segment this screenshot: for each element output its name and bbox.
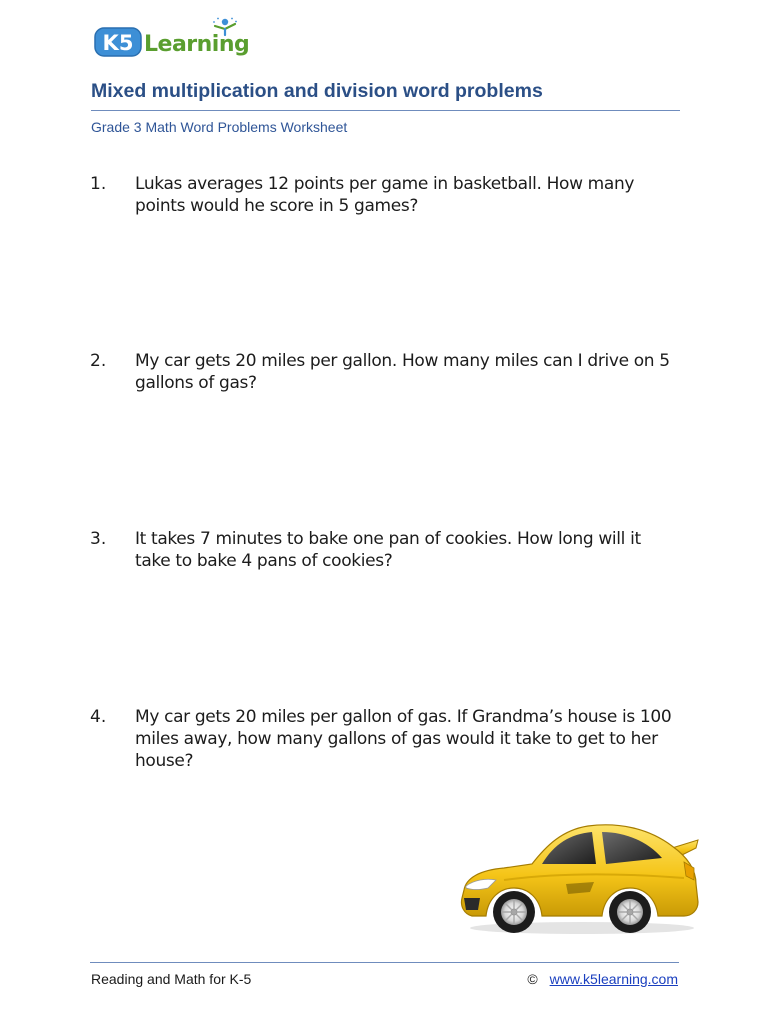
svg-text:Learning: Learning [144,32,250,57]
problem-text: My car gets 20 miles per gallon. How many miles can I drive on 5 gallons of gas? [135,351,670,393]
problem-2 [90,350,680,394]
footer-divider [90,962,679,963]
problem-1 [90,173,680,217]
footer-copyright [527,971,678,987]
k5-learning-logo [94,16,264,60]
problem-number: 3. [90,529,107,549]
copyright-symbol: © [527,971,538,987]
problem-text: It takes 7 minutes to bake one pan of cookies. How long will it take to bake 4 pans of cookies? [135,529,641,571]
problem-text: My car gets 20 miles per gallon of gas. If Grandma’s house is 100 miles away, how many gallons of gas would it take to get to her house? [135,707,672,771]
problem-number: 2. [90,351,107,371]
k5learning-link[interactable]: www.k5learning.com [549,971,678,987]
svg-text:K5: K5 [102,31,134,55]
car-illustration [458,818,702,936]
problem-text: Lukas averages 12 points per game in basketball. How many points would he score in 5 games? [135,174,635,216]
yellow-car-icon [458,818,702,936]
problem-3 [90,528,680,572]
footer-tagline: Reading and Math for K-5 [91,971,252,987]
title-divider [91,110,680,111]
worksheet-title: Mixed multiplication and division word problems [91,80,543,102]
problem-4 [90,706,680,772]
problem-number: 4. [90,707,107,727]
worksheet-subtitle: Grade 3 Math Word Problems Worksheet [91,119,348,135]
problem-number: 1. [90,174,107,194]
k5-learning-logo-icon [94,16,264,60]
